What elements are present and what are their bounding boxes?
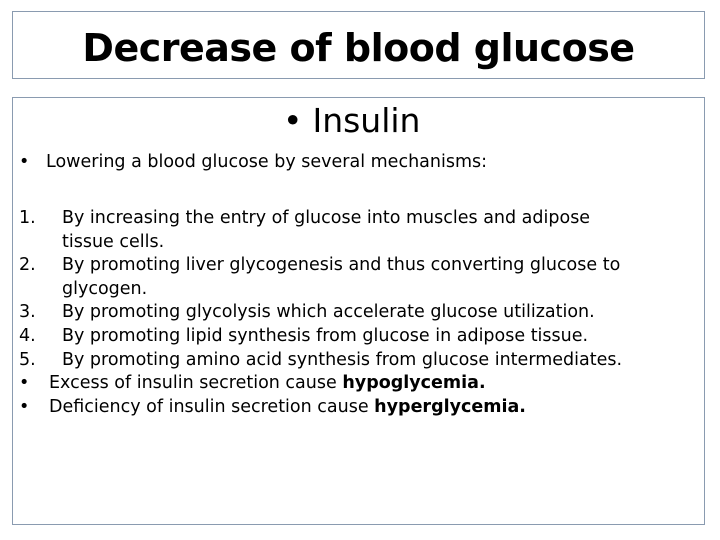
list-item-1 bbox=[0, 207, 720, 254]
list-item-text bbox=[62, 254, 702, 301]
list-item-line: By promoting liver glycogenesis and thus converting glucose to bbox=[62, 255, 621, 276]
list-item-line: glycogen. bbox=[62, 278, 148, 299]
bullet-marker: • bbox=[19, 396, 30, 417]
subtitle-bullet: • bbox=[283, 101, 303, 140]
bullet-text-plain: Excess of insulin secretion cause bbox=[49, 373, 343, 394]
intro-line bbox=[19, 151, 487, 175]
list-item-3 bbox=[0, 301, 720, 325]
list-number: 5. bbox=[19, 349, 36, 370]
mechanism-list bbox=[0, 207, 720, 419]
bullet-text-bold: hypoglycemia. bbox=[342, 373, 486, 394]
list-item-2 bbox=[0, 254, 720, 301]
slide-title: Decrease of blood glucose bbox=[82, 26, 635, 70]
bullet-item-deficiency bbox=[0, 396, 720, 420]
intro-bullet: • bbox=[19, 152, 30, 172]
list-item-4 bbox=[0, 325, 720, 349]
list-number: 1. bbox=[19, 208, 36, 228]
bullet-text-plain: Deficiency of insulin secretion cause bbox=[49, 396, 375, 417]
bullet-text bbox=[49, 372, 689, 396]
list-item-line: tissue cells. bbox=[62, 231, 165, 252]
bullet-marker: • bbox=[19, 373, 30, 394]
list-item-text bbox=[62, 207, 702, 254]
list-number: 4. bbox=[19, 325, 36, 346]
bullet-text bbox=[49, 396, 689, 420]
subtitle bbox=[283, 101, 420, 141]
title-box bbox=[12, 11, 705, 79]
intro-text: Lowering a blood glucose by several mechanisms: bbox=[46, 152, 488, 172]
list-item-line: By increasing the entry of glucose into muscles and adipose bbox=[62, 208, 591, 228]
list-item-text: By promoting glycolysis which accelerate glucose utilization. bbox=[62, 302, 595, 323]
list-item-text: By promoting lipid synthesis from glucose in adipose tissue. bbox=[62, 325, 589, 346]
bullet-text-bold: hyperglycemia. bbox=[374, 396, 526, 417]
bullet-item-excess bbox=[0, 372, 720, 396]
list-item-5 bbox=[0, 349, 720, 373]
subtitle-text: Insulin bbox=[312, 101, 421, 140]
list-number: 2. bbox=[19, 255, 36, 276]
list-number: 3. bbox=[19, 302, 36, 323]
list-item-text: By promoting amino acid synthesis from glucose intermediates. bbox=[62, 349, 623, 370]
